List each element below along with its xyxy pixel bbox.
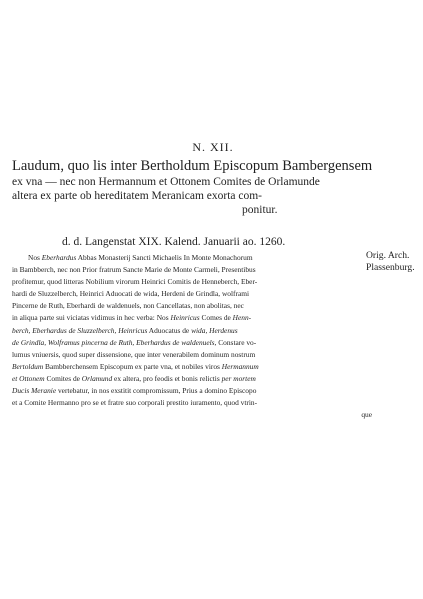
text-line (12, 373, 372, 385)
text-segment: lumus vniuersis, quod super dissensione, que inter venerabilem dominum nostrum (12, 349, 256, 359)
italic-segment: Eberhardus (41, 253, 77, 262)
text-segment: Comites de (44, 373, 82, 383)
italic-segment: Ducis Meranie (12, 386, 57, 396)
margin-note (366, 250, 423, 274)
text-line (12, 325, 372, 337)
text-line (12, 312, 372, 324)
italic-segment: de Grindla, Wolframus pincerna de Ruth, Eberhardus de waldenuels (12, 337, 215, 347)
body-text (12, 252, 372, 421)
text-segment: , Constare vo- (214, 337, 257, 347)
title-line: ponitur. (242, 204, 278, 216)
text-line (12, 337, 372, 349)
text-segment: Aduocatus de (147, 325, 192, 335)
text-segment: Pincerne de Ruth, Eberhardi de waldenuels, non Cancellatas, non abolitas, nec (12, 301, 244, 311)
italic-segment: et Ottonem (12, 373, 45, 383)
title-line: Laudum, quo lis inter Bertholdum Episcopum Bambergensem (12, 158, 373, 174)
text-segment: profitemur, quod litteras Nobilium virorum Heinrici Comitis de Henneberch, Eber- (12, 277, 258, 287)
text-segment: que (361, 410, 372, 420)
text-line (12, 252, 372, 264)
italic-segment: Heinricus (170, 313, 200, 323)
text-line (12, 276, 372, 288)
text-line (12, 264, 372, 276)
italic-segment: Henn- (232, 313, 252, 323)
text-segment: hardi de Sluzzelberch, Heinrici Aduocati de wida, Herdeni de Grindla, wolframi (12, 289, 250, 299)
text-segment: in Bambberch, nec non Prior fratrum Sancte Marie de Monte Carmeli, Presentibus (12, 265, 256, 275)
text-segment: in aliqua parte sui viciatas vidimus in hec verba: Nos (12, 313, 171, 323)
catchword (12, 409, 372, 421)
text-line (12, 300, 372, 312)
document-title (12, 158, 384, 217)
italic-segment: berch, Eberhardus de Sluzzelberch, Heinricus (12, 325, 148, 335)
margin-note-line: Orig. Arch. (366, 250, 410, 261)
text-segment: Comes de (199, 313, 233, 323)
text-line (12, 349, 372, 361)
italic-segment: Bertoldum (12, 361, 44, 371)
document-number: N. XII. (192, 140, 234, 154)
text-line (12, 397, 372, 409)
text-segment: Nos (28, 253, 42, 262)
italic-segment: per mortem (221, 373, 256, 383)
text-segment: vertebatur, in nos exstitit compromissum, Prius a domino Episcopo (56, 386, 257, 396)
italic-segment: Hermannum (221, 361, 259, 371)
text-line (12, 385, 372, 397)
margin-note-line: Plassenburg. (366, 262, 415, 273)
text-segment: Bambberchensem Episcopum ex parte vna, et nobiles viros (43, 361, 222, 371)
text-segment: Abbas Monasterij Sancti Michaelis In Monte Monachorum (76, 253, 253, 262)
date-line: d. d. Langenstat XIX. Kalend. Januarii ao. 1260. (62, 236, 286, 248)
text-segment: et a Comite Hermanno pro se et fratre suo corporali prestito iuramento, quod vtrin- (12, 398, 258, 408)
text-line (12, 288, 372, 300)
text-line (12, 361, 372, 373)
italic-segment: Orlamund (81, 373, 113, 383)
italic-segment: wida, Herdenus (191, 325, 238, 335)
title-line: ex vna — nec non Hermannum et Ottonem Comites de Orlamunde (12, 176, 320, 188)
text-segment: ex altera, pro feodis et bonis relictis (112, 373, 222, 383)
title-line: altera ex parte ob hereditatem Meranicam exorta com- (12, 190, 262, 202)
